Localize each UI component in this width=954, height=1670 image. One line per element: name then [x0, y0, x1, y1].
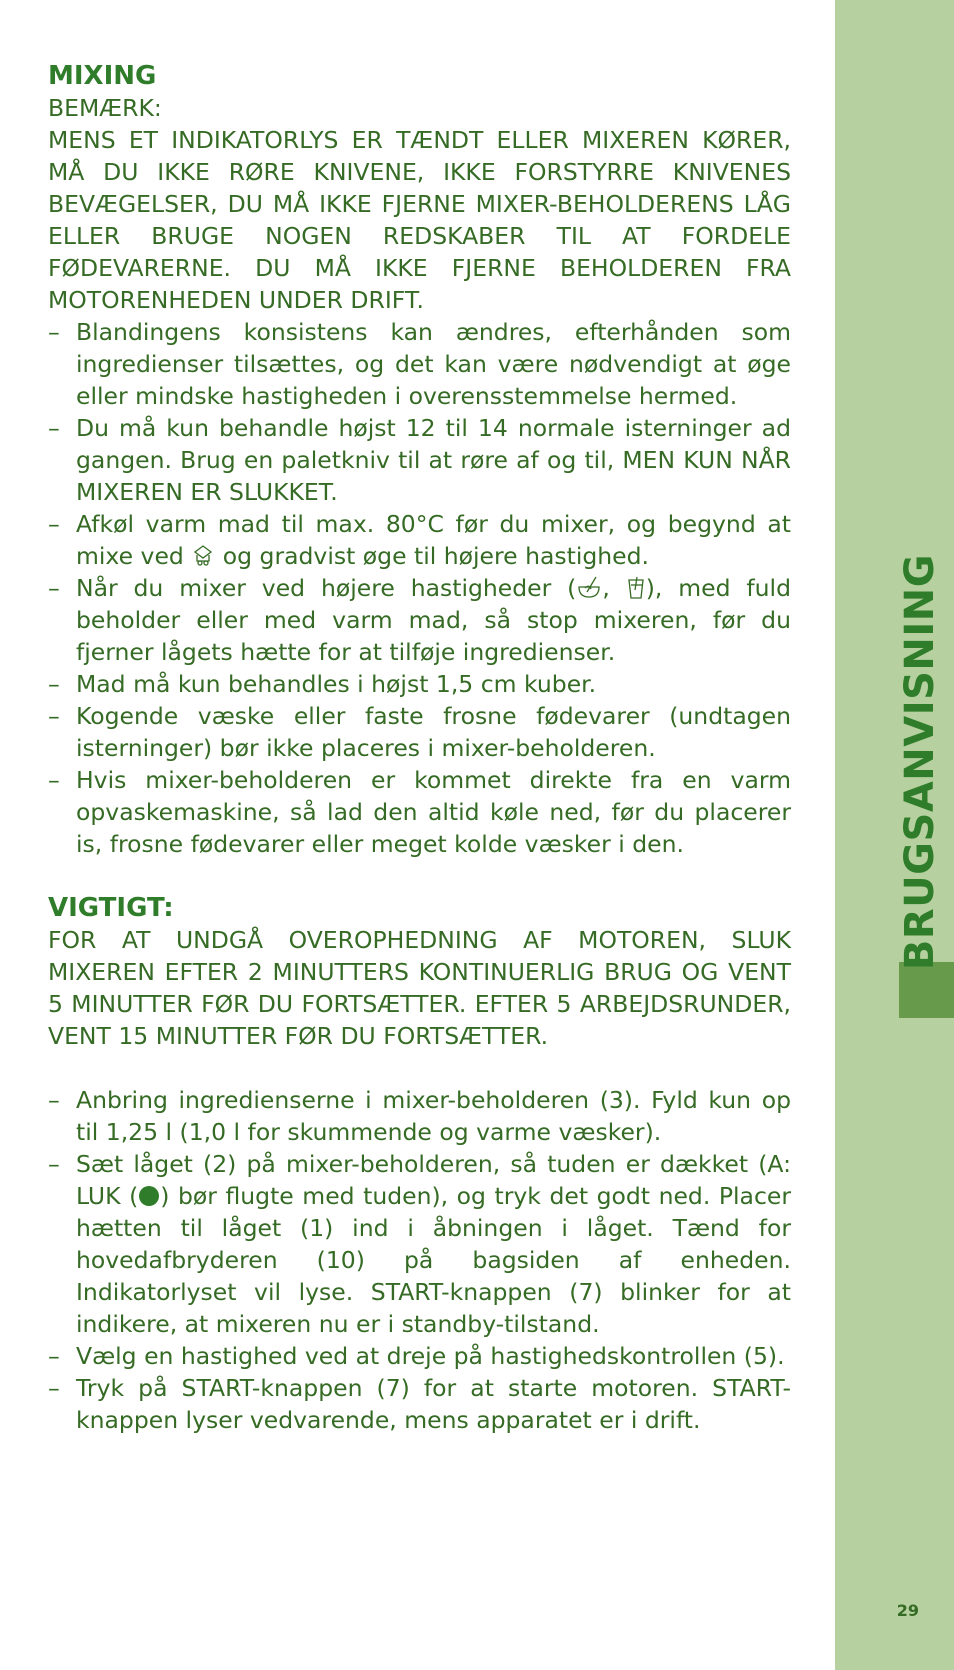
page-number: 29 — [896, 1601, 919, 1620]
list-item: – Mad må kun behandles i højst 1,5 cm kuber. — [48, 668, 791, 700]
glass-speed-icon — [626, 575, 646, 599]
list-item — [48, 508, 791, 572]
list-item: – Du må kun behandle højst 12 til 14 normale isterninger ad gangen. Brug en paletkniv til at røre af og til, MEN KUN NÅR MIXEREN ER SLUKKET. — [48, 412, 791, 508]
list-item: – Kogende væske eller faste frosne fødevarer (undtagen isterninger) bør ikke placeres i mixer-beholderen. — [48, 700, 791, 764]
list-item — [48, 572, 791, 668]
sidebar-title: BRUGSANVISNING — [897, 553, 943, 971]
list-item — [48, 1148, 791, 1340]
list-item-text: Sæt låget (2) på mixer-beholderen, så tuden er dækket (A: LUK ( — [76, 1150, 791, 1210]
list-item-text: Afkøl varm mad til max. 80°C før du mixer, og begynd at mixe ved — [76, 510, 791, 570]
mixing-notes-list — [48, 316, 791, 860]
list-item: – Tryk på START-knappen (7) for at starte motoren. START-knappen lyser vedvarende, mens apparatet er i drift. — [48, 1372, 791, 1436]
ingredients-speed-icon — [191, 543, 215, 567]
list-item: – Blandingens konsistens kan ændres, efterhånden som ingredienser tilsættes, og det kan være nødvendigt at øge eller mindske hastigheden i overensstemmelse hermed. — [48, 316, 791, 412]
list-item-text: ), med fuld beholder eller med varm mad, så stop mixeren, før du fjerner lågets hætte for at tilføje ingredienser. — [76, 574, 791, 666]
main-content — [48, 60, 791, 1436]
note-label: BEMÆRK: — [48, 94, 162, 122]
spacer — [48, 1052, 791, 1084]
list-item-text: Når du mixer ved højere hastigheder ( — [76, 574, 577, 602]
steps-list — [48, 1084, 791, 1436]
section-heading-mixing: MIXING — [48, 61, 157, 91]
warning-text: MENS ET INDIKATORLYS ER TÆNDT ELLER MIXEREN KØRER, MÅ DU IKKE RØRE KNIVENE, IKKE FORSTYRRE KNIVENES BEVÆGELSER, DU MÅ IKKE FJERNE MIXER-BEHOLDERENS LÅG ELLER BRUGE NOGEN REDSKABER TIL AT FORDELE FØDEVARERNE. DU MÅ IKKE FJERNE BEHOLDEREN FRA MOTORENHEDEN UNDER DRIFT. — [48, 126, 791, 314]
important-warning-text: FOR AT UNDGÅ OVEROPHEDNING AF MOTOREN, SLUK MIXEREN EFTER 2 MINUTTERS KONTINUERLIG BRUG OG VENT 5 MINUTTER FØR DU FORTSÆTTER. EFTER 5 ARBEJDSRUNDER, VENT 15 MINUTTER FØR DU FORTSÆTTER. — [48, 926, 791, 1050]
sidebar-tab-marker — [899, 962, 954, 1018]
section-heading-vigtigt: VIGTIGT: — [48, 893, 174, 923]
list-item: – Anbring ingredienserne i mixer-beholderen (3). Fyld kun op til 1,25 l (1,0 l for skummende og varme væsker). — [48, 1084, 791, 1148]
list-item-text: , — [602, 574, 626, 602]
list-item: – Hvis mixer-beholderen er kommet direkte fra en varm opvaskemaskine, så lad den altid køle ned, før du placerer is, frosne fødevarer eller meget kolde væsker i den. — [48, 764, 791, 860]
spacer — [48, 860, 791, 892]
list-item-text: ) bør flugte med tuden), og tryk det godt ned. Placer hætten til låget (1) ind i åbningen i låget. Tænd for hovedafbryderen (10) på bagsiden af enheden. Indikatorlyset vil lyse. START-knappen (7) blinker for at indikere, at mixeren nu er i standby-tilstand. — [76, 1182, 791, 1338]
list-item-text: og gradvist øge til højere hastighed. — [215, 542, 650, 570]
whisk-speed-icon — [576, 575, 602, 599]
list-item: – Vælg en hastighed ved at dreje på hastighedskontrollen (5). — [48, 1340, 791, 1372]
filled-circle-icon — [138, 1185, 160, 1207]
